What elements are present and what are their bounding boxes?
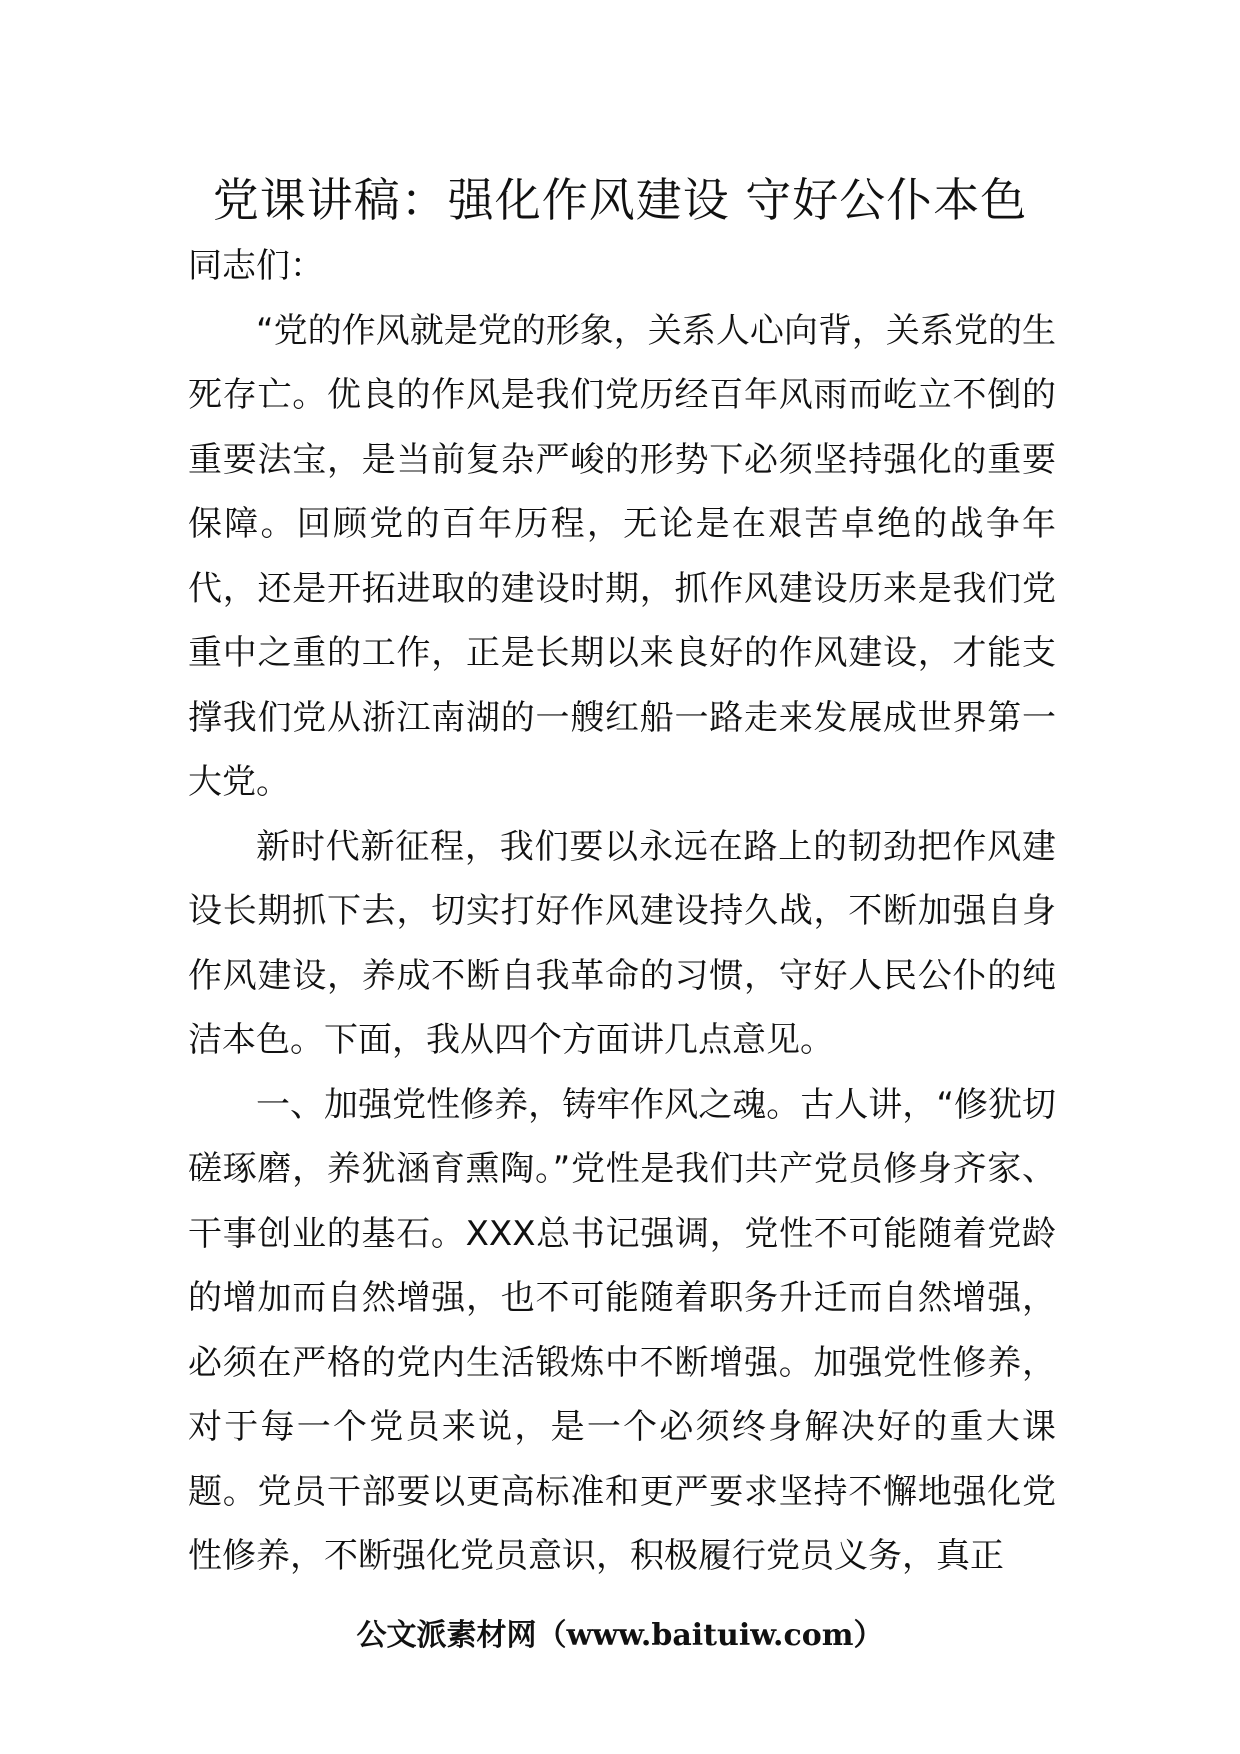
paragraph-3: 一、加强党性修养，铸牢作风之魂。古人讲，“修犹切磋琢磨，养犹涵育熏陶。”党性是我们共产党员修身齐家、干事创业的基石。XXX总书记强调，党性不可能随着党龄的增加而自然增强，也不可能随着职务升迁而自然增强，必须在严格的党内生活锻炼中不断增强。加强党性修养，对于每一个党员来说，是一个必须终身解决好的重大课题。党员干部要以更高标准和更严要求坚持不懈地强化党性修养，不断强化党员意识，积极履行党员义务，真正 [188, 1084, 1056, 1576]
document-body [188, 234, 1056, 1589]
paragraph-2: 新时代新征程，我们要以永远在路上的韧劲把作风建设长期抓下去，切实打好作风建设持久战，不断加强自身作风建设，养成不断自我革命的习惯，守好人民公仆的纯洁本色。下面，我从四个方面讲几点意见。 [188, 826, 1056, 1060]
salutation: 同志们： [188, 246, 324, 286]
document-title: 党课讲稿：强化作风建设 守好公仆本色 [212, 173, 1028, 227]
footer-watermark: 公文派素材网（www.baituiw.com） [356, 1618, 884, 1653]
paragraph-1: “党的作风就是党的形象，关系人心向背，关系党的生死存亡。优良的作风是我们党历经百年风雨而屹立不倒的重要法宝，是当前复杂严峻的形势下必须坚持强化的重要保障。回顾党的百年历程，无论是在艰苦卓绝的战争年代，还是开拓进取的建设时期，抓作风建设历来是我们党重中之重的工作，正是长期以来良好的作风建设，才能支撑我们党从浙江南湖的一艘红船一路走来发展成世界第一大党。 [188, 310, 1056, 802]
